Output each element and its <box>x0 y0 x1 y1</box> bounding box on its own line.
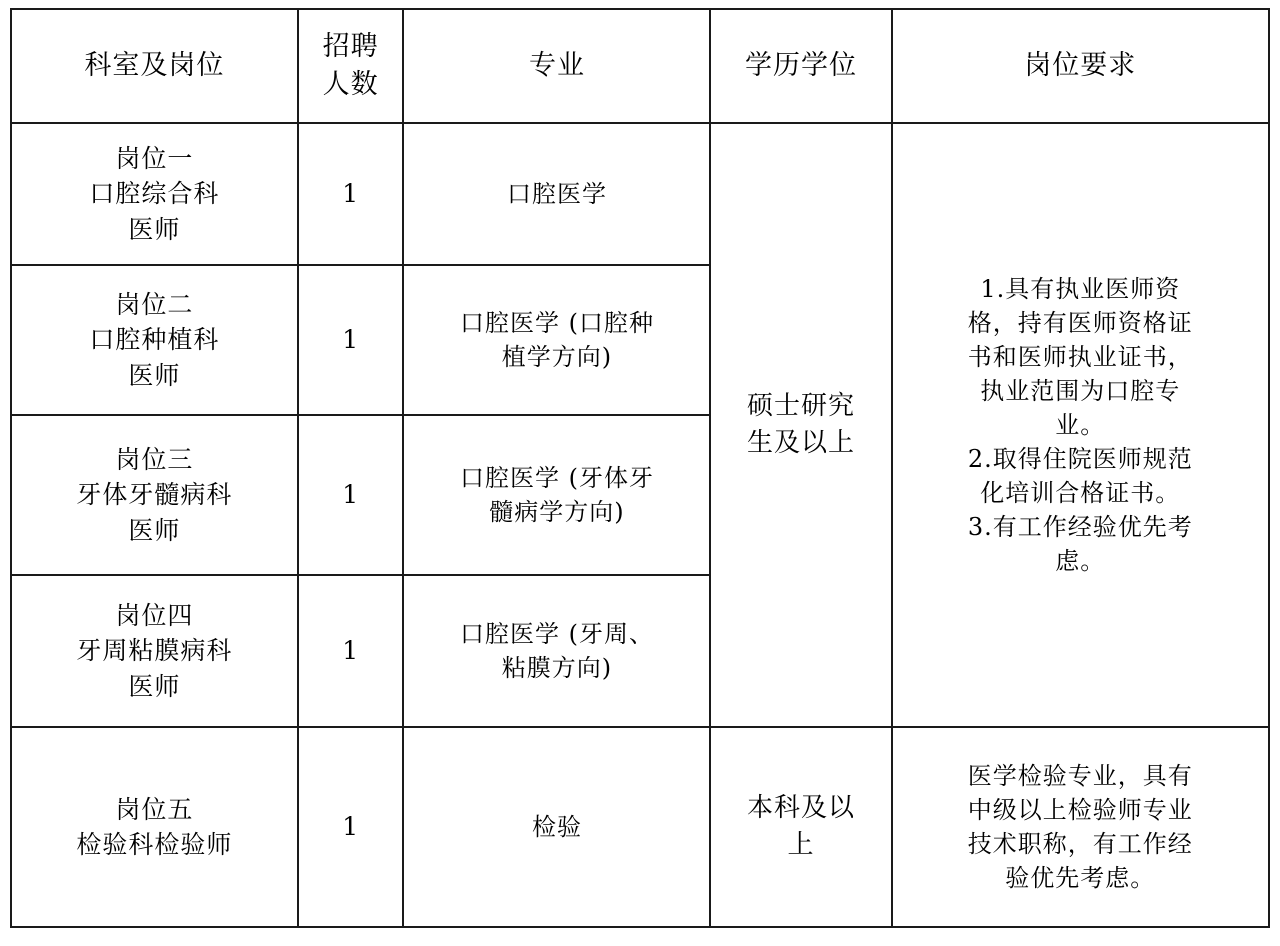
requirement-line-2: 格，持有医师资格证 <box>967 308 1193 337</box>
cell-major <box>403 575 710 727</box>
cell-degree <box>710 727 891 927</box>
department-line3: 医师 <box>128 360 181 390</box>
cell-major: 口腔医学 <box>403 123 710 265</box>
major-line1: 口腔医学 (牙周、 <box>459 619 654 648</box>
requirement-line-4: 执业范围为口腔专 <box>980 376 1181 405</box>
cell-major <box>403 415 710 575</box>
cell-count: 1 <box>298 123 404 265</box>
requirement-line-7: 化培训合格证书。 <box>980 479 1181 508</box>
degree-line2: 生及以上 <box>746 428 855 458</box>
column-header-degree: 学历学位 <box>710 9 891 123</box>
department-line2: 口腔种植科 <box>89 325 220 355</box>
major-line1: 口腔医学 (牙体牙 <box>459 463 654 492</box>
requirement-line-6: 2.取得住院医师规范 <box>967 445 1193 474</box>
department-line3: 医师 <box>128 214 181 244</box>
recruitment-table <box>10 8 1270 928</box>
table-body <box>11 123 1269 927</box>
major-line2: 髓病学方向) <box>489 498 625 526</box>
department-line2: 口腔综合科 <box>89 179 220 209</box>
department-line3: 医师 <box>128 671 181 701</box>
cell-count: 1 <box>298 575 404 727</box>
degree-line2: 上 <box>787 830 815 860</box>
department-line1: 岗位一 <box>115 143 194 173</box>
cell-department <box>11 575 298 727</box>
degree-line1: 硕士研究 <box>746 391 855 422</box>
requirement-line-2: 中级以上检验师专业 <box>967 795 1193 824</box>
requirement-line-8: 3.有工作经验优先考 <box>967 513 1193 542</box>
requirement-line-1: 1.具有执业医师资 <box>980 274 1181 303</box>
cell-department <box>11 415 298 575</box>
department-line1: 岗位四 <box>115 600 194 630</box>
requirement-line-3: 技术职称，有工作经 <box>967 830 1193 858</box>
cell-major: 检验 <box>403 727 710 927</box>
cell-count: 1 <box>298 415 404 575</box>
column-header-major: 专业 <box>403 9 710 123</box>
cell-count: 1 <box>298 727 404 927</box>
requirement-line-9: 虑。 <box>1055 547 1106 576</box>
requirement-line-5: 业。 <box>1055 410 1106 439</box>
major-line1: 口腔医学 (口腔种 <box>459 308 654 337</box>
department-line3: 医师 <box>128 515 181 545</box>
cell-department <box>11 727 298 927</box>
cell-department <box>11 265 298 415</box>
cell-degree-merged <box>710 123 891 727</box>
department-line1: 岗位三 <box>115 444 194 474</box>
department-line2: 牙周粘膜病科 <box>76 636 233 666</box>
department-line2: 牙体牙髓病科 <box>76 480 233 510</box>
major-line2: 植学方向) <box>501 343 613 371</box>
degree-line1: 本科及以 <box>746 793 855 824</box>
table-header-row <box>11 9 1269 123</box>
requirement-line-4: 验优先考虑。 <box>1005 864 1156 893</box>
cell-count: 1 <box>298 265 404 415</box>
table-row <box>11 123 1269 265</box>
column-header-requirement: 岗位要求 <box>892 9 1269 123</box>
column-header-department: 科室及岗位 <box>11 9 298 123</box>
column-header-count-line2: 人数 <box>322 69 379 100</box>
column-header-count-line1: 招聘 <box>322 30 379 62</box>
requirement-line-3: 书和医师执业证书， <box>967 342 1193 371</box>
department-line1: 岗位二 <box>115 289 194 319</box>
major-line2: 粘膜方向) <box>501 654 613 682</box>
cell-requirement-merged <box>892 123 1269 727</box>
department-line1: 岗位五 <box>115 794 194 824</box>
table-row <box>11 727 1269 927</box>
column-header-count <box>298 9 404 123</box>
department-line2: 检验科检验师 <box>76 830 233 859</box>
cell-requirement <box>892 727 1269 927</box>
cell-department <box>11 123 298 265</box>
cell-major <box>403 265 710 415</box>
table-header <box>11 9 1269 123</box>
requirement-line-1: 医学检验专业，具有 <box>967 761 1193 790</box>
